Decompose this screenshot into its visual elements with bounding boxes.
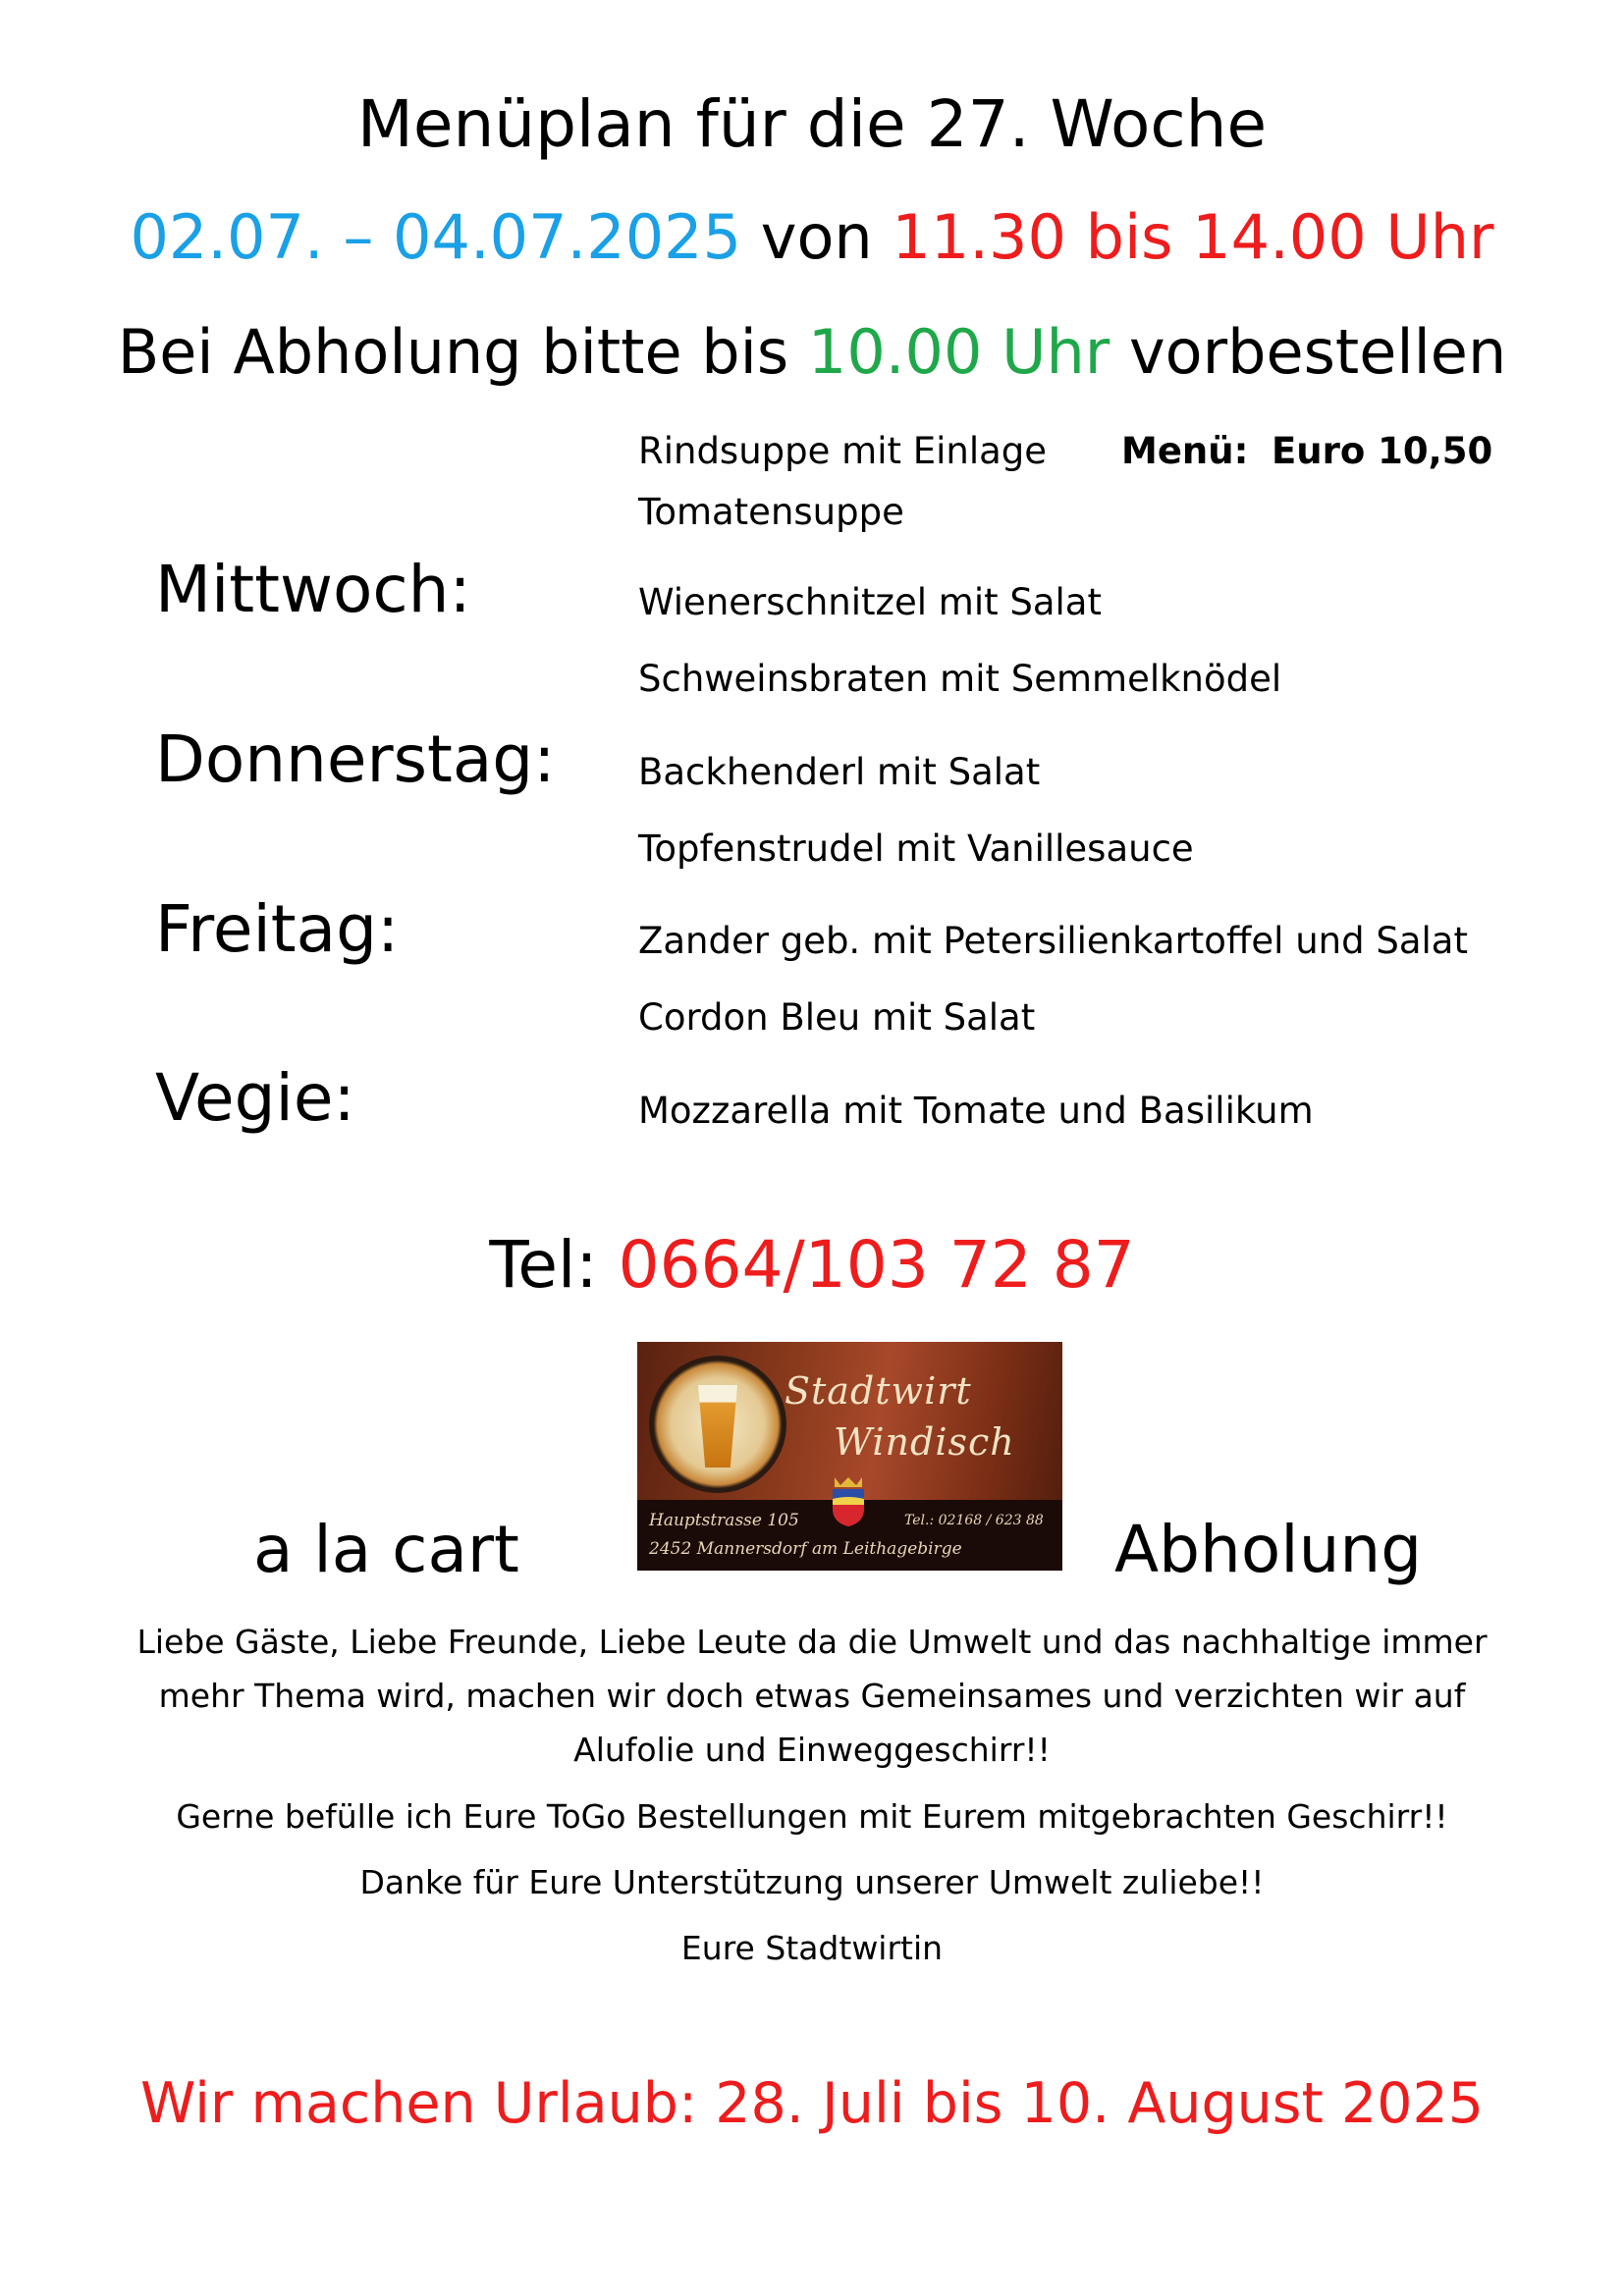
phone-label: Tel: bbox=[489, 1227, 619, 1303]
logo-brand-line2: Windisch bbox=[834, 1420, 1015, 1464]
notice-line: Gerne befülle ich Eure ToGo Bestellungen mit Eurem mitgebrachten Geschirr!! bbox=[176, 1797, 1448, 1836]
page-title: Menüplan für die 27. Woche bbox=[356, 86, 1268, 162]
day-label-vegie: Vegie: bbox=[155, 1060, 355, 1136]
preorder-line bbox=[0, 316, 1624, 388]
dish-item: Cordon Bleu mit Salat bbox=[638, 996, 1036, 1039]
dish-item: Schweinsbraten mit Semmelknödel bbox=[638, 658, 1282, 700]
preorder-time: 10.00 Uhr bbox=[807, 316, 1110, 388]
dish-item: Mozzarella mit Tomate und Basilikum bbox=[638, 1090, 1314, 1132]
notice-line: Danke für Eure Unterstützung unserer Umwelt zuliebe!! bbox=[359, 1863, 1265, 1901]
opening-hours: 11.30 bis 14.00 Uhr bbox=[892, 201, 1494, 273]
day-label-freitag: Freitag: bbox=[155, 891, 400, 967]
menu-label: Menü: bbox=[1121, 430, 1249, 472]
notice-signature: Eure Stadtwirtin bbox=[680, 1929, 944, 1967]
phone-line bbox=[0, 1227, 1624, 1303]
day-label-mittwoch: Mittwoch: bbox=[155, 552, 471, 627]
preorder-prefix: Bei Abholung bitte bis bbox=[117, 316, 808, 388]
notice-line: Alufolie und Einweggeschirr!! bbox=[573, 1731, 1051, 1769]
logo-phone: Tel.: 02168 / 623 88 bbox=[904, 1513, 1044, 1528]
coat-of-arms-icon bbox=[829, 1475, 868, 1526]
a-la-carte-caption: a la cart bbox=[253, 1512, 519, 1587]
logo-address-city: 2452 Mannersdorf am Leithagebirge bbox=[649, 1539, 962, 1559]
logo-brand-line1: Stadtwirt bbox=[785, 1369, 972, 1413]
dish-item: Wienerschnitzel mit Salat bbox=[638, 581, 1102, 623]
vacation-notice: Wir machen Urlaub: 28. Juli bis 10. August 2025 bbox=[139, 2071, 1485, 2136]
restaurant-logo bbox=[637, 1342, 1062, 1571]
phone-number: 0664/103 72 87 bbox=[618, 1227, 1135, 1303]
day-label-donnerstag: Donnerstag: bbox=[155, 721, 556, 797]
soup-item: Rindsuppe mit Einlage bbox=[638, 430, 1048, 472]
preorder-suffix: vorbestellen bbox=[1110, 316, 1507, 388]
dish-item: Zander geb. mit Petersilienkartoffel und Salat bbox=[638, 920, 1468, 962]
dish-item: Backhenderl mit Salat bbox=[638, 751, 1041, 793]
logo-address-street: Hauptstrasse 105 bbox=[649, 1511, 799, 1530]
dish-item: Topfenstrudel mit Vanillesauce bbox=[638, 828, 1194, 870]
menu-price: Euro 10,50 bbox=[1272, 430, 1493, 472]
date-range: 02.07. – 04.07.2025 bbox=[130, 201, 742, 273]
date-connector: von bbox=[741, 201, 893, 273]
soup-item: Tomatensuppe bbox=[638, 491, 904, 533]
date-time-line bbox=[0, 201, 1624, 273]
notice-line: mehr Thema wird, machen wir doch etwas Gemeinsames und verzichten wir auf bbox=[158, 1677, 1466, 1715]
pickup-caption: Abholung bbox=[1114, 1512, 1423, 1587]
notice-line: Liebe Gäste, Liebe Freunde, Liebe Leute da die Umwelt und das nachhaltige immer bbox=[136, 1623, 1488, 1661]
